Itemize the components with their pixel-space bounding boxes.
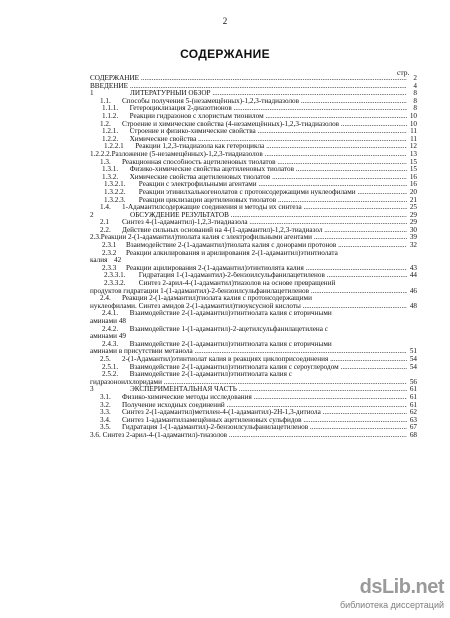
toc-entry-number: 2.3.2	[102, 248, 117, 257]
toc-entry-page: 61	[409, 385, 417, 394]
toc-entry	[90, 227, 417, 235]
toc-entry-number: 2.3.3	[102, 263, 117, 272]
toc-entry	[90, 326, 417, 334]
toc-entry-title: 3.6. Синтез 2-арил-4-(1-адамантил)-тиазолов .....	[90, 432, 407, 440]
toc-entry	[90, 310, 417, 318]
toc-entry-page: 63	[409, 415, 417, 424]
toc-entry	[90, 295, 417, 303]
toc-entry	[90, 379, 417, 387]
toc-entry-number: 1.3.2.3.	[104, 195, 126, 204]
toc-entry	[90, 348, 417, 356]
toc-entry-title: Физико-химические свойства ацетиленовых тиолатов .....	[130, 166, 407, 174]
toc-entry-page: 16	[409, 180, 417, 189]
toc-entry	[90, 151, 417, 159]
table-of-contents	[90, 75, 417, 440]
toc-entry-number: 1.1.1.	[102, 104, 119, 113]
toc-entry-title: Действие сильных оснований на 4-(1-адамантил)-1,2,3-тиадиазол .....	[122, 227, 407, 235]
toc-entry	[90, 197, 417, 205]
toc-entry-title: продуктов гидратации 1-(1-адамантил)-2-бензоилсульфанилацетиленов .....	[90, 288, 407, 296]
toc-entry-number: 1.1.	[100, 96, 111, 105]
toc-entry-title: аминами 48	[90, 317, 127, 325]
toc-entry	[90, 174, 417, 182]
toc-entry-page: 68	[409, 430, 417, 439]
toc-entry-title: гидразоноилхлоридами .....	[90, 379, 407, 387]
toc-entry-title: Гетероциклизация 2-диазотионов .....	[130, 105, 407, 113]
toc-entry-number: 2.4.1.	[102, 309, 119, 318]
toc-entry-title: 42	[114, 256, 122, 265]
toc-entry-title: Взаимодействие 2-(1-адамантил)тиолата калия с донорами протонов .....	[126, 242, 407, 250]
toc-entry	[90, 257, 417, 265]
toc-entry-number: 1.2.2.	[102, 134, 119, 143]
toc-entry-page: 20	[409, 187, 417, 196]
toc-entry	[90, 424, 417, 432]
toc-entry	[90, 402, 417, 410]
toc-entry-title: Строение и химические свойства (4-незамещённых)-1,2,3-тиадиазолов .....	[122, 121, 407, 129]
toc-entry-page: 56	[409, 377, 417, 386]
toc-entry-number: 3.1.	[100, 392, 111, 401]
toc-entry-page: 8	[413, 89, 417, 98]
toc-entry	[90, 250, 417, 258]
toc-entry-page: 32	[409, 241, 417, 250]
toc-entry-title: Реакции с электрофильными агентами .....	[139, 181, 407, 189]
toc-entry	[90, 136, 417, 144]
toc-entry	[90, 219, 417, 227]
toc-entry-title: Реакции гидразонов с хлористым тионилом .....	[130, 113, 407, 121]
toc-entry-title: аминами в присутствии метанола .....	[90, 348, 407, 356]
toc-entry-page: 21	[409, 195, 417, 204]
toc-entry	[90, 204, 417, 212]
pages-column-header: стр.	[397, 68, 410, 77]
toc-entry	[90, 113, 417, 121]
toc-entry-title: Получение исходных соединений .....	[122, 402, 407, 410]
toc-entry-title: Химические свойства ацетиленовых тиолатов .....	[130, 174, 407, 182]
toc-entry	[90, 409, 417, 417]
toc-entry-title: Взаимодействие 2-(1-адамантил)этинтиолата калия с вторичными	[129, 339, 332, 348]
toc-entry-title: ВВЕДЕНИЕ .....	[90, 83, 407, 91]
toc-entry	[90, 417, 417, 425]
toc-entry-title: Гидратация 1-(1-адамантил)-2-бензоилсульфанилацетиленов .....	[139, 272, 407, 280]
toc-entry	[90, 341, 417, 349]
toc-entry	[90, 166, 417, 174]
toc-entry-page: 16	[409, 172, 417, 181]
toc-entry-title: Синтез 2-арил-4-(1-адамантил)тиазолов на основе превращений	[138, 279, 336, 288]
toc-entry-page: 10	[409, 111, 417, 120]
toc-entry-number: 1.4.	[100, 203, 111, 212]
toc-entry-page: 62	[409, 408, 417, 417]
toc-entry-number: 1.3.2.2.	[104, 187, 126, 196]
toc-entry-page: 43	[409, 263, 417, 272]
watermark-subtitle: библиотека диссертаций	[339, 600, 444, 610]
toc-entry-number: 3.5.	[100, 423, 111, 432]
toc-entry-page: 15	[409, 157, 417, 166]
toc-entry-title: Строение и физико-химические свойства .....	[130, 128, 407, 136]
toc-entry-title: Синтез 2-(1-адамантил)метилен-4-(1-адамантил)-2H-1,3-дитиола .....	[122, 409, 407, 417]
toc-entry-title: ЛИТЕРАТУРНЫЙ ОБЗОР .....	[130, 90, 407, 98]
toc-entry	[90, 371, 417, 379]
page-number: 2	[222, 16, 228, 26]
toc-entry-page: 29	[409, 210, 417, 219]
toc-entry-page: 10	[409, 119, 417, 128]
toc-entry-number: 1.2.1.	[102, 127, 119, 136]
toc-entry-page: 44	[409, 271, 417, 280]
toc-entry-title: Взаимодействие 2-(1-адамантил)этинтиолата калия с вторичными	[129, 309, 332, 318]
toc-entry-number: 2	[90, 210, 94, 219]
toc-entry	[90, 181, 417, 189]
toc-entry-number: 2.5.	[100, 354, 111, 363]
toc-entry-title: Реакции ацилирования 2-(1-адамантил)этинтиолята калия .....	[126, 265, 407, 273]
toc-entry-number: 2.4.2.	[102, 324, 119, 333]
toc-entry	[90, 394, 417, 402]
toc-entry-page: 12	[409, 142, 417, 151]
toc-entry-number: 2.1	[100, 218, 109, 227]
toc-entry-title: Взаимодействие 2-(1-адамантил)этинтиолата калия с	[129, 370, 292, 379]
toc-entry	[90, 90, 417, 98]
toc-entry-number: 2.2.	[100, 225, 111, 234]
toc-entry-page: 51	[409, 347, 417, 356]
toc-entry-number: 1.3.	[100, 157, 111, 166]
toc-entry-title: Химические свойства .....	[130, 136, 407, 144]
toc-entry-title: Реакции 1,2,3-тиадиазола как гетероцикла .....	[135, 143, 407, 151]
watermark-logo: dsLib.net	[359, 576, 444, 598]
toc-entry-number: 2.5.2.	[102, 370, 119, 379]
toc-entry-number: 1.2.2.1	[104, 142, 124, 151]
toc-entry-page: 29	[409, 218, 417, 227]
toc-entry	[90, 189, 417, 197]
toc-entry-title: ОБСУЖДЕНИЕ РЕЗУЛЬТАТОВ .....	[130, 212, 407, 220]
toc-entry-number: 1.3.1.	[102, 165, 119, 174]
toc-entry-number: 2.3.1	[102, 241, 117, 250]
toc-entry-title: 1.2.2.2.Разложение (5-незамещённых)-1,2,3-тиадиазолов .....	[90, 151, 407, 159]
page-title: СОДЕРЖАНИЕ	[180, 47, 270, 61]
toc-entry	[90, 83, 417, 91]
toc-entry-page: 8	[413, 96, 417, 105]
toc-entry-title: СОДЕРЖАНИЕ .....	[90, 75, 407, 83]
toc-entry-number: 3.4.	[100, 415, 111, 424]
toc-entry-page: 67	[409, 423, 417, 432]
toc-entry-page: 4	[413, 81, 417, 90]
toc-entry-page: 61	[409, 400, 417, 409]
toc-entry-number: 1.3.2.	[102, 172, 119, 181]
toc-entry	[90, 386, 417, 394]
toc-entry-title: Реакции этинилхалькогенолатов с протонсодержащими нуклеофилами .....	[139, 189, 407, 197]
toc-entry	[90, 159, 417, 167]
toc-entry	[90, 280, 417, 288]
toc-entry-page: 13	[409, 149, 417, 158]
toc-entry-title: Синтез 1-адамантилзамещённых ацетиленовых сульфидов .....	[122, 417, 407, 425]
toc-entry-number: 2.3.3.2.	[104, 279, 126, 288]
toc-entry-title: Физико-химические методы исследования .....	[122, 394, 407, 402]
toc-entry	[90, 143, 417, 151]
toc-entry-page: 48	[409, 301, 417, 310]
toc-entry-number: 1	[90, 89, 94, 98]
toc-entry	[90, 105, 417, 113]
toc-entry-page: 39	[409, 233, 417, 242]
toc-entry-number: 1.2.	[100, 119, 111, 128]
toc-entry-page: 11	[410, 134, 417, 143]
toc-entry-page: 30	[409, 225, 417, 234]
toc-entry	[90, 212, 417, 220]
toc-entry-title: Гидратация 1-(1-адамантил)-2-бензоилсульфанилацетиленов .....	[122, 424, 407, 432]
toc-entry-title: Реакции циклизации ацетиленовых тиолатов .....	[139, 197, 407, 205]
toc-entry-page: 46	[409, 286, 417, 295]
toc-entry-page: 2	[413, 74, 417, 82]
toc-entry	[90, 265, 417, 273]
toc-entry-page: 8	[413, 104, 417, 113]
toc-entry-number: 2.3.3.1.	[104, 271, 126, 280]
toc-entry-number: 1.3.2.1.	[104, 180, 126, 189]
toc-entry-title: Способы получения 5-(незамещённых)-1,2,3-тиадиазолов .....	[122, 98, 407, 106]
toc-entry-title: 2-(1-Адамантил)этинтиолат калия в реакциях циклоприсоединения .....	[122, 356, 407, 364]
toc-entry-title: аминами 49	[90, 332, 127, 341]
toc-entry-number: 2.4.	[100, 294, 111, 303]
toc-entry	[90, 75, 417, 83]
toc-entry-number: 3.2.	[100, 400, 111, 409]
toc-entry-title: 2.3.Реакции 2-(1-адамантил)тиолата калия с электрофильными агентами .....	[90, 234, 407, 242]
toc-entry-title: Синтез 4-(1-адамантил)-1,2,3-тиадиазола .....	[122, 219, 407, 227]
toc-entry	[90, 356, 417, 364]
toc-entry	[90, 128, 417, 136]
toc-entry-number: 2.4.3.	[102, 339, 119, 348]
toc-entry-number: 3.3.	[100, 408, 111, 417]
toc-entry-title: ЭКСПЕРИМЕНТАЛЬНАЯ ЧАСТЬ .....	[130, 386, 407, 394]
toc-entry-title: Взаимодействие 2-(1-адамантил)этинтиолата калия с сероуглеродом .....	[130, 364, 407, 372]
toc-entry	[90, 121, 417, 129]
toc-entry	[90, 98, 417, 106]
toc-entry-title: Реакции 2-(1-адамантил)тиолата калия с протонсодержащими	[122, 294, 312, 303]
toc-entry-page: 54	[409, 354, 417, 363]
toc-entry-title: нуклеофилами. Синтез амидов 2-(1-адамантил)тиоуксусной кислоты .....	[90, 303, 407, 311]
toc-entry-page: 25	[409, 203, 417, 212]
toc-entry-number: 1.1.2.	[102, 111, 119, 120]
toc-entry-title: 1-Адамантилсодержащие соединения и методы их синтеза .....	[122, 204, 407, 212]
toc-entry-title: Взаимодействие 1-(1-адамантил)-2-ацетилсульфанилацетилена с	[129, 324, 328, 333]
watermark	[334, 576, 444, 612]
toc-entry-page: 61	[409, 392, 417, 401]
toc-entry-page: 15	[409, 165, 417, 174]
toc-entry-number: 2.5.1.	[102, 362, 119, 371]
toc-entry-title: Реакции алкилирования и арилирования 2-(1-адамантил)этинтиолата	[126, 248, 338, 257]
toc-entry-page: 54	[409, 362, 417, 371]
toc-entry-page: 11	[410, 127, 417, 136]
toc-entry-title: Реакционная способность ацетиленовых тиолатов .....	[122, 159, 407, 167]
toc-entry	[90, 432, 417, 440]
toc-entry	[90, 234, 417, 242]
toc-entry-number: калия	[90, 256, 108, 265]
toc-entry-number: 3	[90, 385, 94, 394]
